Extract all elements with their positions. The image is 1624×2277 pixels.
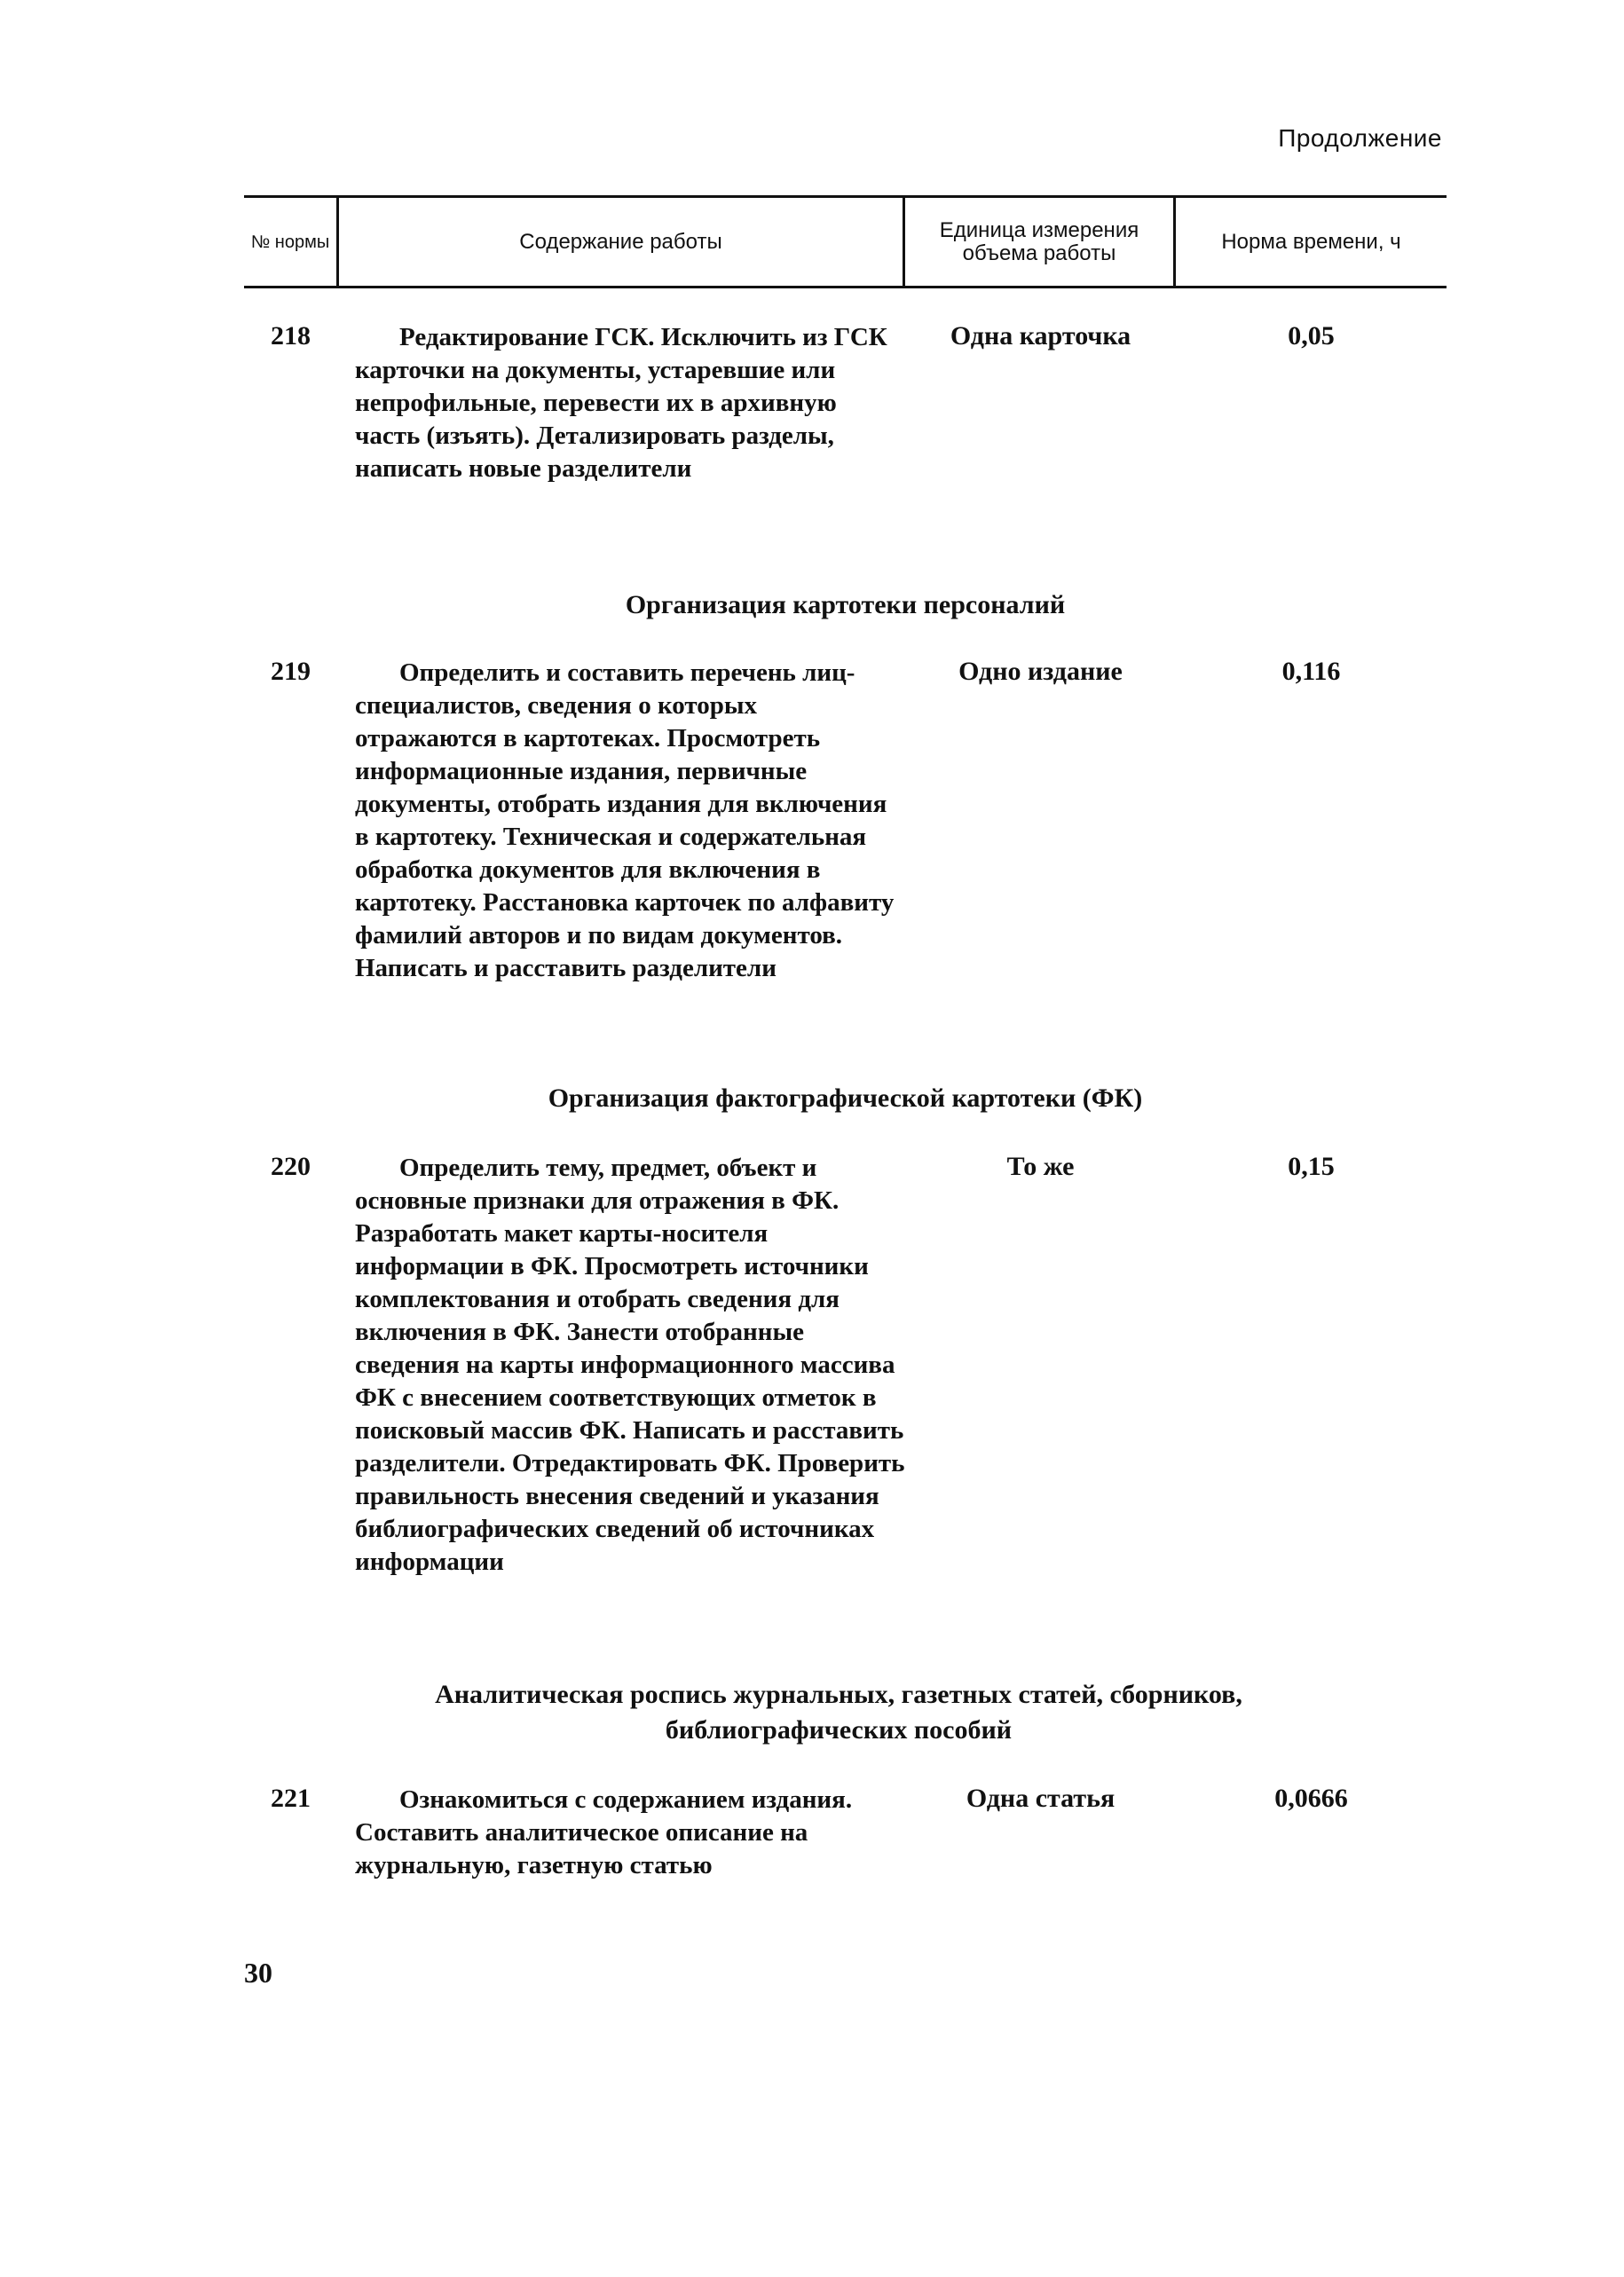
header-number: № нормы bbox=[244, 198, 339, 286]
row-content: Определить и составить перечень лиц-специалистов, сведения о которых отражаются в картотеках. Просмотреть информационные издания, первичные документы, отобрать издания для включения в картотеку. Техническая и содержательная обработка документов для включения в картотеку. Расстановка карточек по алфавиту фамилий авторов и по видам документов. Написать и расставить разделители bbox=[355, 658, 895, 982]
row-number: 220 bbox=[271, 1152, 311, 1181]
row-unit: Одна статья bbox=[966, 1784, 1116, 1813]
header-unit: Единица измерения объема работы bbox=[905, 198, 1176, 286]
row-number: 218 bbox=[271, 321, 311, 351]
row-norm: 0,15 bbox=[1288, 1152, 1335, 1181]
row-norm: 0,116 bbox=[1281, 657, 1341, 686]
header-norm: Норма времени, ч bbox=[1221, 229, 1401, 254]
row-norm: 0,0666 bbox=[1274, 1784, 1348, 1813]
row-norm: 0,05 bbox=[1288, 321, 1335, 351]
row-unit: Одна карточка bbox=[950, 321, 1131, 351]
row-unit: То же bbox=[1006, 1152, 1075, 1181]
continuation-label: Продолжение bbox=[1278, 124, 1442, 152]
section-heading-analytic: Аналитическая роспись журнальных, газетных статей, сборников, библиографических пособий bbox=[435, 1680, 1242, 1745]
row-content: Определить тему, предмет, объект и основные признаки для отражения в ФК. Разработать макет карты-носителя информации в ФК. Просмотреть источники комплектования и отобрать сведения для включения в ФК. Занести отобранные сведения на карты информационного массива ФК с внесением соответствующих отметок в поисковый массив ФК. Написать и расставить разделители. Отредактировать ФК. Проверить правильность внесения сведений и указания библиографических сведений об источниках информации bbox=[355, 1154, 905, 1576]
row-content: Редактирование ГСК. Исключить из ГСК карточки на документы, устаревшие или непрофильные, перевести их в архивную часть (изъять). Детализировать разделы, написать новые разделители bbox=[355, 323, 887, 483]
section-heading-factographic: Организация фактографической картотеки (ФК) bbox=[548, 1083, 1143, 1113]
row-number: 219 bbox=[271, 657, 311, 686]
row-content: Ознакомиться с содержанием издания. Составить аналитическое описание на журнальную, газетную статью bbox=[355, 1785, 853, 1879]
table-header bbox=[244, 195, 1447, 288]
row-unit: Одно издание bbox=[958, 657, 1123, 686]
section-heading-personalia: Организация картотеки персоналий bbox=[625, 590, 1066, 619]
page-number: 30 bbox=[244, 1957, 272, 1989]
row-number: 221 bbox=[271, 1784, 311, 1813]
header-content: Содержание работы bbox=[339, 198, 905, 286]
